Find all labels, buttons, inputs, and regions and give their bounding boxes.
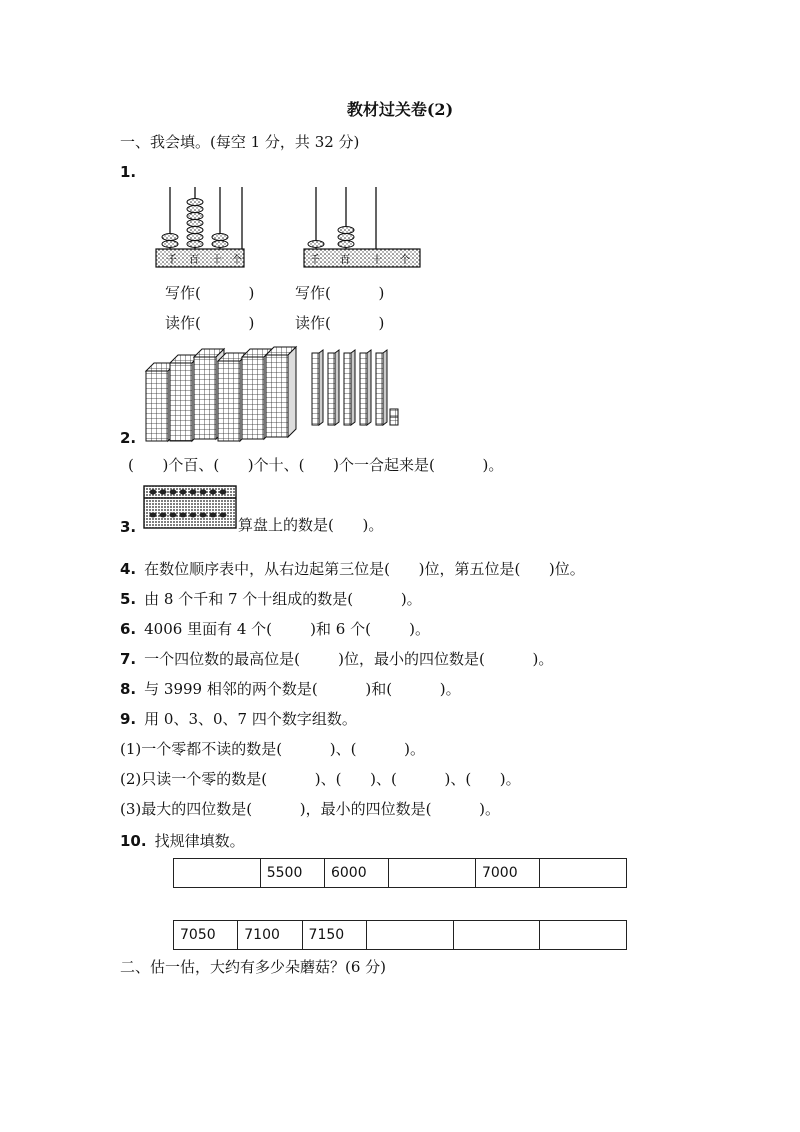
bead-group-thousands xyxy=(162,234,178,248)
table-row xyxy=(174,921,627,950)
table-cell: 5500 xyxy=(260,859,324,888)
bead-group-tens xyxy=(212,234,228,248)
q9-sub1: (1)一个零都不读的数是( )、( )。 xyxy=(120,740,426,758)
sequence-table-2 xyxy=(173,920,627,950)
place-label: 十 xyxy=(212,255,222,266)
page-title: 教材过关卷(2) xyxy=(346,100,454,119)
suanpan-illustration xyxy=(143,485,237,529)
section-1-heading: 一、我会填。(每空 1 分，共 32 分) xyxy=(120,133,360,151)
place-label: 千 xyxy=(167,255,177,266)
place-label: 千 xyxy=(310,255,320,266)
bead-group-hundreds xyxy=(187,199,203,248)
q6: 6. 4006 里面有 4 个( )和 6 个( )。 xyxy=(120,620,430,638)
place-label: 个 xyxy=(232,255,242,266)
abacus-right-illustration xyxy=(300,185,424,273)
table-cell[interactable] xyxy=(389,859,476,888)
table-cell[interactable] xyxy=(540,921,627,950)
q2-text: ( )个百、( )个十、( )个一合起来是( )。 xyxy=(128,456,504,474)
abacus-left-illustration xyxy=(150,185,250,273)
table-cell[interactable] xyxy=(453,921,540,950)
table-cell: 7000 xyxy=(475,859,539,888)
section-2-heading: 二、估一估，大约有多少朵蘑菇？(6 分) xyxy=(120,958,387,976)
table-cell[interactable] xyxy=(366,921,453,950)
q4: 4. 在数位顺序表中，从右边起第三位是( )位，第五位是( )位。 xyxy=(120,560,585,578)
q3-text: 算盘上的数是( )。 xyxy=(238,516,384,534)
bead-group-thousands xyxy=(308,241,324,248)
place-label: 十 xyxy=(372,255,382,266)
q9-sub2: (2)只读一个零的数是( )、( )、( )、( )。 xyxy=(120,770,521,788)
q1-write-left: 写作( ) xyxy=(165,284,255,302)
q3-number: 3. xyxy=(120,518,137,536)
table-cell: 7050 xyxy=(174,921,238,950)
q5: 5. 由 8 个千和 7 个十组成的数是( )。 xyxy=(120,590,422,608)
bead-group-hundreds xyxy=(338,227,354,248)
place-label: 百 xyxy=(189,255,199,266)
q10: 10. 找规律填数。 xyxy=(120,832,245,850)
base-ten-blocks-illustration xyxy=(140,335,410,443)
place-label: 百 xyxy=(340,255,350,266)
q7: 7. 一个四位数的最高位是( )位，最小的四位数是( )。 xyxy=(120,650,554,668)
sequence-table-1 xyxy=(173,858,627,888)
place-label: 个 xyxy=(400,255,410,266)
q1-read-right: 读作( ) xyxy=(295,314,385,332)
table-cell: 7150 xyxy=(302,921,366,950)
table-cell: 6000 xyxy=(324,859,388,888)
table-cell[interactable] xyxy=(540,859,627,888)
q9: 9. 用 0、3、0、7 四个数字组数。 xyxy=(120,710,357,728)
ten-rods xyxy=(312,350,387,425)
q1-write-right: 写作( ) xyxy=(295,284,385,302)
q1-number: 1. xyxy=(120,163,137,181)
q2-number: 2. xyxy=(120,429,137,447)
table-cell[interactable] xyxy=(174,859,261,888)
table-cell: 7100 xyxy=(238,921,302,950)
table-row xyxy=(174,859,627,888)
q9-sub3: (3)最大的四位数是( )，最小的四位数是( )。 xyxy=(120,800,501,818)
one-cubes xyxy=(390,409,398,425)
q1-read-left: 读作( ) xyxy=(165,314,255,332)
q8: 8. 与 3999 相邻的两个数是( )和( )。 xyxy=(120,680,461,698)
hundred-flats xyxy=(146,347,296,441)
